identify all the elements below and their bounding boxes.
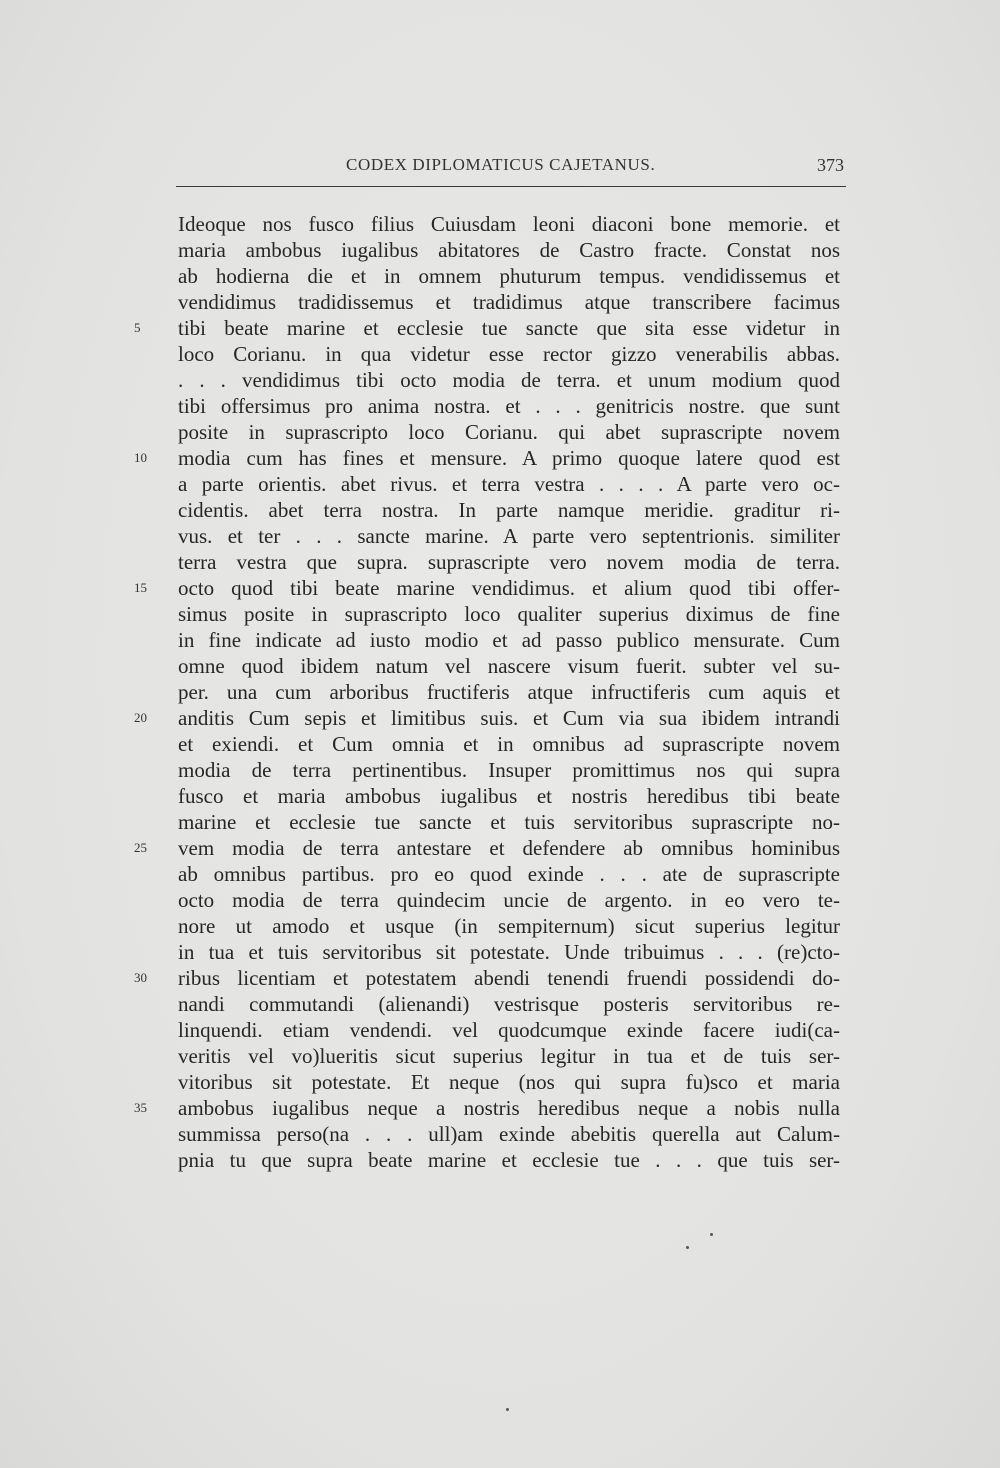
line-number [134,679,160,705]
text-line: loco Corianu. in qua videtur esse rector gizzo venerabilis abbas. [178,342,840,366]
line-number [134,237,160,263]
line-number [134,289,160,315]
text-line: in fine indicate ad iusto modio et ad passo publico mensurate. Cum [178,628,840,652]
text-line: vem modia de terra antestare et defendere ab omnibus hominibus [178,836,840,860]
text-line: omne quod ibidem natum vel nascere visum fuerit. subter vel su- [178,654,840,678]
text-line: vitoribus sit potestate. Et neque (nos qui supra fu)sco et maria [178,1070,840,1094]
line-number: 20 [134,710,147,725]
line-number [134,939,160,965]
line-number [134,263,160,289]
text-line: nandi commutandi (alienandi) vestrisque posteris servitoribus re- [178,992,840,1016]
text-line: ab omnibus partibus. pro eo quod exinde . . . ate de suprascripte [178,862,840,886]
text-line: anditis Cum sepis et limitibus suis. et Cum via sua ibidem intrandi [178,706,840,730]
line-number [134,1017,160,1043]
text-line: ribus licentiam et potestatem abendi tenendi fruendi possidendi do- [178,966,840,990]
text-line: veritis vel vo)lueritis sicut superius legitur in tua et de tuis ser- [178,1044,840,1068]
text-line: ambobus iugalibus neque a nostris heredibus neque a nobis nulla [178,1096,840,1120]
text-line: et exiendi. et Cum omnia et in omnibus ad suprascripte novem [178,732,840,756]
page-header [176,155,846,179]
line-number [134,809,160,835]
text-line: modia cum has fines et mensure. A primo quoque latere quod est [178,446,840,470]
line-number [134,1147,160,1173]
line-number [134,471,160,497]
line-number [134,523,160,549]
line-number [134,601,160,627]
line-number [134,211,160,237]
line-number: 10 [134,450,147,465]
line-number: 30 [134,970,147,985]
text-line: per. una cum arboribus fructiferis atque infructiferis cum aquis et [178,680,840,704]
text-line: terra vestra que supra. suprascripte vero novem modia de terra. [178,550,840,574]
text-line: maria ambobus iugalibus abitatores de Castro fracte. Constat nos [178,238,840,262]
text-line: cidentis. abet terra nostra. In parte namque meridie. graditur ri- [178,498,840,522]
line-number [134,757,160,783]
line-number [134,1069,160,1095]
text-line: summissa perso(na . . . ull)am exinde abebitis querella aut Calum- [178,1122,840,1146]
text-line: marine et ecclesie tue sancte et tuis servitoribus suprascripte no- [178,810,840,834]
text-line: posite in suprascripto loco Corianu. qui abet suprascripte novem [178,420,840,444]
line-number [134,731,160,757]
line-number: 35 [134,1100,147,1115]
line-number [134,887,160,913]
page-number: 373 [817,155,844,175]
text-line: linquendi. etiam vendendi. vel quodcumque exinde facere iudi(ca- [178,1018,840,1042]
line-number [134,913,160,939]
line-number [134,1121,160,1147]
line-number [134,497,160,523]
line-number [134,783,160,809]
line-number-margin [134,211,160,1173]
text-line: tibi beate marine et ecclesie tue sancte que sita esse videtur in [178,316,840,340]
line-number [134,341,160,367]
text-line: modia de terra pertinentibus. Insuper promittimus nos qui supra [178,758,840,782]
line-number [134,1043,160,1069]
line-number: 25 [134,840,147,855]
text-line: pnia tu que supra beate marine et ecclesie tue . . . que tuis ser- [178,1148,840,1172]
line-number [134,367,160,393]
text-line: octo modia de terra quindecim uncie de argento. in eo vero te- [178,888,840,912]
line-number: 15 [134,580,147,595]
paper-speck [710,1233,713,1236]
text-line: vus. et ter . . . sancte marine. A parte vero septentrionis. similiter [178,524,840,548]
header-rule [176,186,846,187]
text-line: in tua et tuis servitoribus sit potestate. Unde tribuimus . . . (re)cto- [178,940,840,964]
line-number [134,627,160,653]
line-number: 5 [134,320,141,335]
line-number [134,653,160,679]
paper-speck [686,1246,689,1249]
line-number [134,991,160,1017]
text-line: . . . vendidimus tibi octo modia de terra. et unum modium quod [178,368,840,392]
text-line: Ideoque nos fusco filius Cuiusdam leoni diaconi bone memorie. et [178,212,840,236]
text-line: nore ut amodo et usque (in sempiternum) sicut superius legitur [178,914,840,938]
text-line: simus posite in suprascripto loco qualiter superius diximus de fine [178,602,840,626]
text-line: fusco et maria ambobus iugalibus et nostris heredibus tibi beate [178,784,840,808]
text-line: vendidimus tradidissemus et tradidimus atque transcribere facimus [178,290,840,314]
text-line: tibi offersimus pro anima nostra. et . . . genitricis nostre. que sunt [178,394,840,418]
line-number [134,861,160,887]
text-line: a parte orientis. abet rivus. et terra vestra . . . . A parte vero oc- [178,472,840,496]
line-number [134,419,160,445]
line-number [134,549,160,575]
document-body [178,211,840,1173]
text-line: ab hodierna die et in omnem phuturum tempus. vendidissemus et [178,264,840,288]
line-number [134,393,160,419]
running-title: CODEX DIPLOMATICUS CAJETANUS. [346,155,656,174]
text-line: octo quod tibi beate marine vendidimus. et alium quod tibi offer- [178,576,840,600]
paper-speck [506,1408,509,1411]
